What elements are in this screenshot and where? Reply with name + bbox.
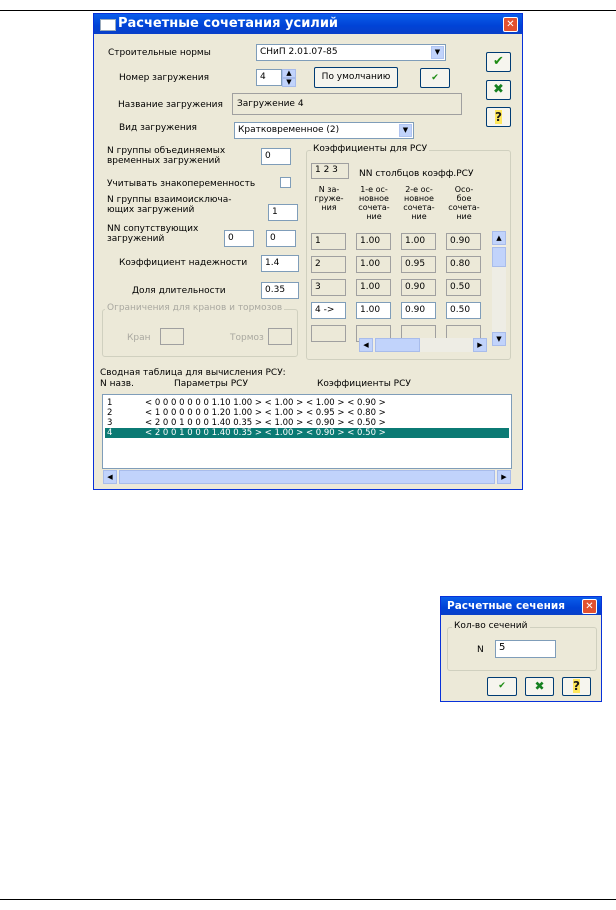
sections-dialog-titlebar[interactable] bbox=[441, 597, 601, 615]
crane-label: Кран bbox=[127, 333, 151, 343]
group-combined-label: N группы объединяемых временных загружений bbox=[107, 146, 226, 166]
summary-row-text: < 0 0 0 0 0 0 0 1.10 1.00 > < 1.00 > < 1.00 > < 0.90 > bbox=[145, 398, 386, 408]
coef-cell[interactable]: 1.00 bbox=[401, 233, 436, 250]
summary-row-text: < 2 0 0 1 0 0 0 1.40 0.35 > < 1.00 > < 0.90 > < 0.50 > bbox=[145, 418, 386, 428]
summary-row-n: 1 bbox=[107, 398, 113, 408]
sign-alternation-checkbox[interactable] bbox=[280, 177, 291, 188]
group-combined-input[interactable]: 0 bbox=[261, 148, 291, 165]
scroll-hthumb[interactable] bbox=[119, 470, 495, 484]
coef-vscrollbar[interactable] bbox=[492, 231, 506, 346]
sign-alternation-label: Учитывать знакопеременность bbox=[107, 179, 256, 189]
crane-limits-group-label: Ограничения для кранов и тормозов bbox=[107, 303, 283, 313]
scroll-left-icon[interactable]: ◀ bbox=[103, 470, 117, 484]
coef-cell[interactable]: 1.00 bbox=[356, 302, 391, 319]
sections-dialog bbox=[440, 596, 602, 702]
spin-up-icon[interactable]: ▲ bbox=[282, 69, 296, 78]
scroll-right-icon[interactable]: ▶ bbox=[473, 338, 487, 352]
accompanying-label: NN сопутствующих загружений bbox=[107, 224, 199, 244]
summary-col-coefs: Коэффициенты РСУ bbox=[317, 379, 411, 389]
load-number-label: Номер загружения bbox=[119, 73, 210, 83]
coef-cell[interactable]: 0.50 bbox=[446, 279, 481, 296]
coef-cell[interactable]: 4 -> bbox=[311, 302, 346, 319]
scroll-hthumb[interactable] bbox=[375, 338, 420, 352]
summary-title: Сводная таблица для вычисления РСУ: bbox=[100, 368, 286, 378]
scroll-thumb[interactable] bbox=[492, 247, 506, 267]
load-number-input[interactable]: 4 bbox=[256, 69, 282, 86]
accompanying-input-1[interactable]: 0 bbox=[224, 230, 254, 247]
apply-check-icon: ✔ bbox=[498, 681, 506, 691]
coef-cell[interactable]: 0.90 bbox=[401, 302, 436, 319]
summary-row[interactable] bbox=[105, 428, 509, 438]
coef-cell[interactable]: 1 bbox=[311, 233, 346, 250]
reliability-label: Коэффициент надежности bbox=[119, 258, 248, 268]
x-icon: ✖ bbox=[534, 679, 545, 693]
coef-cell[interactable]: 2 bbox=[311, 256, 346, 273]
apply-button[interactable] bbox=[420, 68, 450, 88]
summary-row[interactable] bbox=[105, 398, 509, 408]
coef-cell[interactable]: 0.80 bbox=[446, 256, 481, 273]
cancel-button[interactable] bbox=[525, 677, 554, 696]
coef-hscrollbar[interactable] bbox=[359, 338, 487, 352]
coef-header-n: N за- груже- ния bbox=[314, 185, 344, 212]
load-name-label: Название загружения bbox=[118, 100, 223, 110]
sections-count-group bbox=[447, 621, 597, 671]
scroll-down-icon[interactable]: ▼ bbox=[492, 332, 506, 346]
brake-label: Тормоз bbox=[230, 333, 264, 343]
scroll-left-icon[interactable]: ◀ bbox=[359, 338, 373, 352]
ok-button[interactable] bbox=[486, 52, 511, 72]
question-icon: ? bbox=[573, 679, 580, 693]
building-norms-label: Строительные нормы bbox=[108, 48, 211, 58]
building-norms-select[interactable]: СНиП 2.01.07-85 ▼ bbox=[256, 44, 446, 61]
help-button[interactable] bbox=[562, 677, 591, 696]
summary-col-n: N назв. bbox=[100, 379, 134, 389]
cancel-button[interactable] bbox=[486, 80, 511, 100]
coef-group-label: Коэффициенты для РСУ bbox=[313, 144, 428, 154]
coef-header-basic-1: 1-е ос- новное сочета- ние bbox=[358, 185, 390, 221]
scroll-right-icon[interactable]: ▶ bbox=[497, 470, 511, 484]
coef-cell[interactable]: 1.00 bbox=[356, 233, 391, 250]
group-mutex-input[interactable]: 1 bbox=[268, 204, 298, 221]
coef-cell[interactable]: 1.00 bbox=[356, 279, 391, 296]
scroll-up-icon[interactable]: ▲ bbox=[492, 231, 506, 245]
chevron-down-icon[interactable]: ▼ bbox=[399, 124, 412, 137]
summary-row[interactable] bbox=[105, 408, 509, 418]
page-top-rule bbox=[0, 10, 616, 11]
chevron-down-icon[interactable]: ▼ bbox=[431, 46, 444, 59]
rsu-dialog-title: Расчетные сочетания усилий bbox=[118, 16, 339, 31]
sections-dialog-title: Расчетные сечения bbox=[447, 600, 565, 612]
reliability-input[interactable]: 1.4 bbox=[261, 255, 299, 272]
spin-down-icon[interactable]: ▼ bbox=[282, 78, 296, 87]
summary-list[interactable] bbox=[102, 394, 512, 469]
brake-input bbox=[268, 328, 292, 345]
default-button[interactable]: По умолчанию bbox=[314, 67, 398, 88]
coef-group bbox=[306, 144, 511, 360]
coef-header-basic-2: 2-е ос- новное сочета- ние bbox=[403, 185, 435, 221]
close-icon[interactable]: ✕ bbox=[503, 17, 518, 32]
summary-col-params: Параметры РСУ bbox=[174, 379, 248, 389]
page-bottom-rule bbox=[0, 899, 616, 900]
summary-row-n: 4 bbox=[107, 428, 113, 438]
coef-cell[interactable]: 0.95 bbox=[401, 256, 436, 273]
close-icon[interactable]: ✕ bbox=[582, 599, 597, 614]
coef-cell[interactable]: 0.90 bbox=[446, 233, 481, 250]
summary-row-text: < 1 0 0 0 0 0 0 1.20 1.00 > < 1.00 > < 0.95 > < 0.80 > bbox=[145, 408, 386, 418]
summary-row-n: 2 bbox=[107, 408, 113, 418]
crane-input bbox=[160, 328, 184, 345]
rsu-dialog-titlebar[interactable] bbox=[94, 14, 522, 34]
group-mutex-label: N группы взаимоисключа- ющих загружений bbox=[107, 195, 232, 215]
coef-cell[interactable]: 0.50 bbox=[446, 302, 481, 319]
load-type-select[interactable]: Кратковременное (2) ▼ bbox=[234, 122, 414, 139]
summary-row-text: < 2 0 0 1 0 0 0 1.40 0.35 > < 1.00 > < 0.90 > < 0.50 > bbox=[145, 428, 386, 438]
coef-columns-label: NN столбцов коэфф.РСУ bbox=[359, 169, 474, 179]
coef-cell[interactable] bbox=[311, 325, 346, 342]
duration-label: Доля длительности bbox=[132, 286, 226, 296]
help-button[interactable] bbox=[486, 107, 511, 127]
sections-count-label: Кол-во сечений bbox=[454, 621, 528, 631]
load-type-label: Вид загружения bbox=[119, 123, 197, 133]
accompanying-input-2[interactable]: 0 bbox=[266, 230, 296, 247]
rsu-dialog bbox=[93, 13, 523, 490]
question-icon: ? bbox=[495, 110, 502, 124]
summary-row[interactable] bbox=[105, 418, 509, 428]
apply-button[interactable] bbox=[487, 677, 517, 696]
summary-hscrollbar[interactable] bbox=[103, 470, 511, 484]
sections-n-label: N bbox=[477, 645, 484, 655]
crane-limits-group bbox=[102, 303, 298, 357]
coef-cell[interactable]: 3 bbox=[311, 279, 346, 296]
coef-cell[interactable]: 0.90 bbox=[401, 279, 436, 296]
apply-check-icon: ✔ bbox=[431, 73, 439, 83]
window-icon bbox=[100, 19, 116, 31]
coef-columns-field: 1 2 3 bbox=[311, 163, 349, 179]
x-icon: ✖ bbox=[493, 82, 504, 97]
sections-n-input[interactable]: 5 bbox=[495, 640, 556, 658]
summary-row-n: 3 bbox=[107, 418, 113, 428]
check-icon: ✔ bbox=[493, 54, 504, 69]
load-name-field: Загружение 4 bbox=[232, 93, 462, 115]
duration-input[interactable]: 0.35 bbox=[261, 282, 299, 299]
coef-header-special: Осо- бое сочета- ние bbox=[448, 185, 480, 221]
coef-cell[interactable]: 1.00 bbox=[356, 256, 391, 273]
